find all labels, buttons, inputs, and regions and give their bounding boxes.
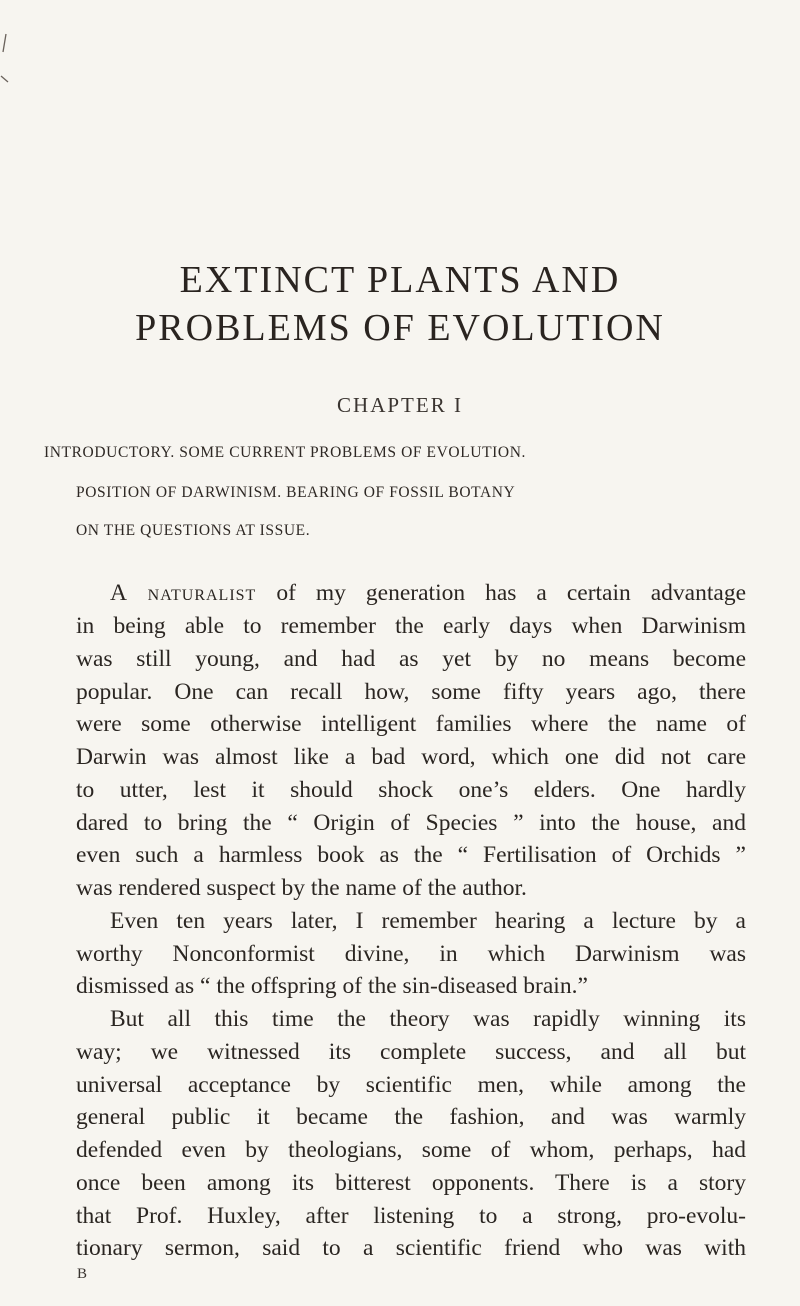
chapter-heading: CHAPTER I bbox=[337, 393, 463, 417]
body-text-line: But all this time the theory was rapidly winning its bbox=[110, 1006, 746, 1032]
body-text-line: universal acceptance by scientific men, while among the bbox=[76, 1072, 746, 1098]
margin-mark bbox=[0, 30, 10, 85]
body-text-line: in being able to remember the early days when Darwinism bbox=[76, 613, 746, 639]
body-text-line: even such a harmless book as the “ Fertilisation of Orchids ” bbox=[76, 842, 746, 868]
body-text-line: was still young, and had as yet by no means become bbox=[76, 646, 746, 672]
chapter-synopsis-line: INTRODUCTORY. SOME CURRENT PROBLEMS OF EVOLUTION. bbox=[44, 444, 526, 461]
opening-line-rest: of my generation has a certain advantage bbox=[256, 580, 747, 606]
body-text-line: dared to bring the “ Origin of Species ” into the house, and bbox=[76, 810, 746, 836]
body-text-line: general public it became the fashion, and was warmly bbox=[76, 1104, 746, 1130]
body-text-line: popular. One can recall how, some fifty years ago, there bbox=[76, 679, 746, 705]
body-text-line: was rendered suspect by the name of the author. bbox=[76, 875, 527, 901]
body-text-line: Even ten years later, I remember hearing a lecture by a bbox=[110, 908, 746, 934]
body-text-line: that Prof. Huxley, after listening to a strong, pro-evolu- bbox=[76, 1203, 746, 1229]
body-text-line: tionary sermon, said to a scientific friend who was with bbox=[76, 1235, 746, 1261]
opening-words: A naturalist bbox=[110, 580, 257, 606]
body-text-line: Darwin was almost like a bad word, which one did not care bbox=[76, 744, 746, 770]
body-text-line: once been among its bitterest opponents. There is a story bbox=[76, 1170, 746, 1196]
body-text-line: way; we witnessed its complete success, and all but bbox=[76, 1039, 746, 1065]
book-title-line-1: EXTINCT PLANTS AND bbox=[179, 259, 621, 301]
chapter-synopsis-line: POSITION OF DARWINISM. BEARING OF FOSSIL BOTANY bbox=[76, 484, 516, 501]
book-title-line-2: PROBLEMS OF EVOLUTION bbox=[135, 307, 665, 349]
signature-mark: B bbox=[77, 1266, 89, 1282]
body-text-line: worthy Nonconformist divine, in which Darwinism was bbox=[76, 941, 746, 967]
body-text-line bbox=[110, 578, 746, 608]
body-text-line: were some otherwise intelligent families where the name of bbox=[76, 711, 746, 737]
body-text-line: to utter, lest it should shock one’s elders. One hardly bbox=[76, 777, 746, 803]
body-text-line: defended even by theologians, some of whom, perhaps, had bbox=[76, 1137, 746, 1163]
chapter-synopsis-line: ON THE QUESTIONS AT ISSUE. bbox=[76, 522, 311, 539]
body-text-line: dismissed as “ the offspring of the sin-diseased brain.” bbox=[76, 973, 588, 999]
